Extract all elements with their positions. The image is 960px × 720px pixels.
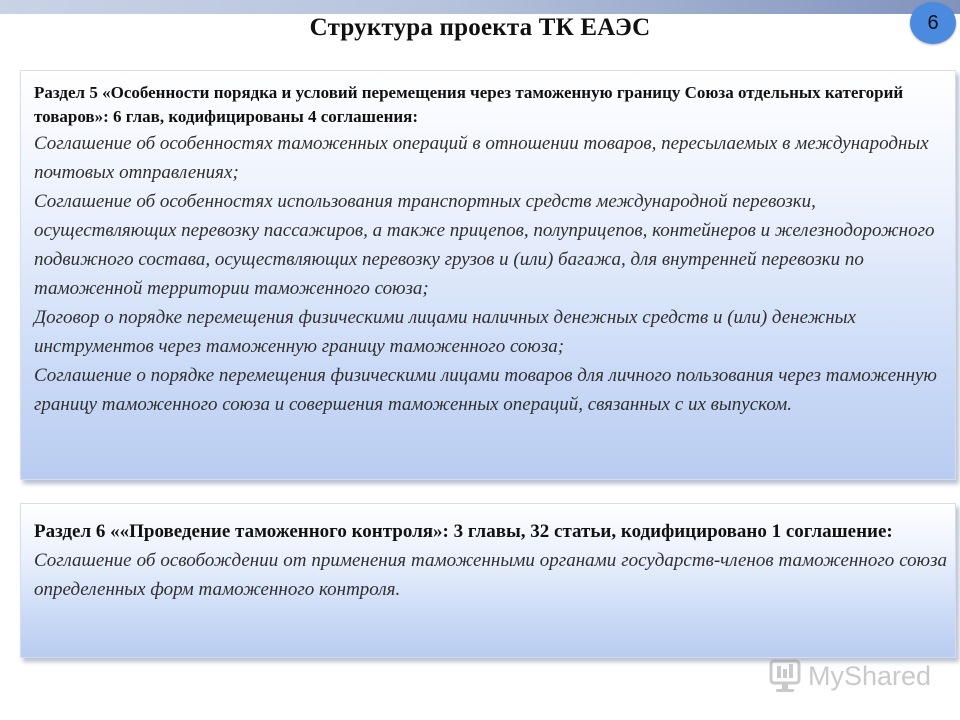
section-5-item: Договор о порядке перемещения физическими лицами наличных денежных средств и (или) денежных инструментов через таможенную границу таможенного союза; bbox=[34, 307, 856, 357]
myshared-watermark bbox=[768, 656, 931, 696]
page-number-badge: 6 bbox=[910, 2, 956, 44]
slide-title: Структура проекта ТК ЕАЭС bbox=[309, 14, 651, 41]
section-6-item: Соглашение об освобождении от применения таможенными органами государств-членов таможенного союза определенных форм таможенного контроля. bbox=[34, 550, 947, 600]
monitor-icon bbox=[768, 658, 802, 694]
section-5-panel bbox=[20, 70, 956, 480]
section-5-item: Соглашение о порядке перемещения физическими лицами товаров для личного пользования через таможенную границу таможенного союза и совершения таможенных операций, связанных с их выпуском. bbox=[34, 365, 937, 415]
section-6-panel bbox=[20, 503, 956, 658]
section-5-item: Соглашение об особенностях таможенных операций в отношении товаров, пересылаемых в международных почтовых отправлениях; bbox=[34, 133, 929, 183]
section-5-item: Соглашение об особенностях использования транспортных средств международной перевозки, осуществляющих перевозку пассажиров, а также прицепов, полуприцепов, контейнеров и железнодорожного подвижного состава, осуществляющих перевозку грузов и (или) багажа, для внутренней перевозки по таможенной территории таможенного союза; bbox=[34, 191, 935, 299]
section-5-heading: Раздел 5 «Особенности порядка и условий перемещения через таможенную границу Союза отдельных категорий товаров»: 6 глав, кодифицированы 4 соглашения: bbox=[34, 83, 904, 126]
header-bar bbox=[0, 0, 960, 14]
watermark-text: MyShared bbox=[808, 660, 932, 691]
section-6-heading: Раздел 6 ««Проведение таможенного контроля»: 3 главы, 32 статьи, кодифицировано 1 соглашение: bbox=[34, 521, 893, 542]
